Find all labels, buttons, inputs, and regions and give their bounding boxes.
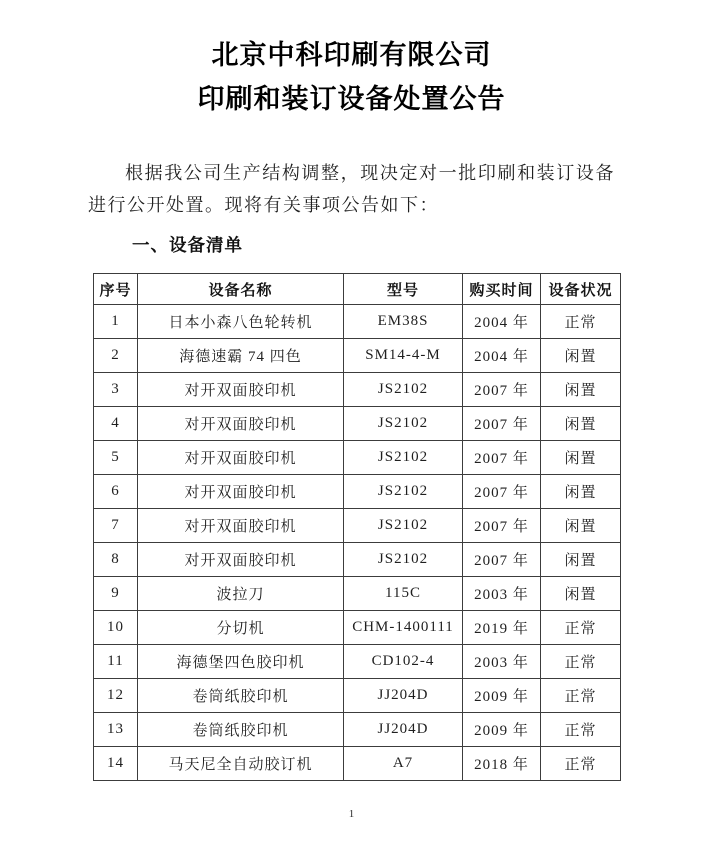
table-row <box>94 407 621 441</box>
cell-purchase-time: 2007 年 <box>463 373 541 407</box>
equipment-table-body <box>94 305 621 781</box>
cell-purchase-time: 2007 年 <box>463 407 541 441</box>
cell-index: 13 <box>94 713 138 747</box>
cell-device-name: 对开双面胶印机 <box>138 441 344 475</box>
table-row <box>94 305 621 339</box>
header-col-model: 型号 <box>344 274 463 305</box>
document-title <box>0 0 703 121</box>
cell-device-status: 闲置 <box>541 441 621 475</box>
cell-index: 7 <box>94 509 138 543</box>
table-row <box>94 577 621 611</box>
table-row <box>94 543 621 577</box>
cell-index: 8 <box>94 543 138 577</box>
header-col-device-status: 设备状况 <box>541 274 621 305</box>
table-row <box>94 713 621 747</box>
table-row <box>94 611 621 645</box>
cell-device-status: 闲置 <box>541 339 621 373</box>
table-row <box>94 679 621 713</box>
table-row <box>94 509 621 543</box>
cell-model: JS2102 <box>344 373 463 407</box>
cell-index: 3 <box>94 373 138 407</box>
cell-device-name: 日本小森八色轮转机 <box>138 305 344 339</box>
cell-purchase-time: 2007 年 <box>463 441 541 475</box>
cell-model: JS2102 <box>344 407 463 441</box>
cell-device-status: 正常 <box>541 611 621 645</box>
cell-device-status: 闲置 <box>541 407 621 441</box>
table-row <box>94 645 621 679</box>
cell-index: 12 <box>94 679 138 713</box>
cell-purchase-time: 2009 年 <box>463 713 541 747</box>
cell-device-status: 闲置 <box>541 373 621 407</box>
page-number: 1 <box>348 808 355 820</box>
cell-purchase-time: 2019 年 <box>463 611 541 645</box>
cell-device-status: 正常 <box>541 305 621 339</box>
cell-model: JS2102 <box>344 475 463 509</box>
cell-index: 6 <box>94 475 138 509</box>
cell-device-status: 闲置 <box>541 475 621 509</box>
equipment-table <box>93 273 621 781</box>
cell-model: JS2102 <box>344 441 463 475</box>
title-line-1: 北京中科印刷有限公司 <box>211 40 492 70</box>
cell-device-status: 闲置 <box>541 543 621 577</box>
cell-index: 14 <box>94 747 138 781</box>
cell-device-name: 对开双面胶印机 <box>138 373 344 407</box>
table-row <box>94 373 621 407</box>
cell-device-name: 对开双面胶印机 <box>138 543 344 577</box>
cell-device-name: 海德堡四色胶印机 <box>138 645 344 679</box>
header-col-index: 序号 <box>94 274 138 305</box>
cell-purchase-time: 2003 年 <box>463 645 541 679</box>
table-row <box>94 339 621 373</box>
cell-device-status: 正常 <box>541 679 621 713</box>
cell-device-name: 对开双面胶印机 <box>138 509 344 543</box>
cell-purchase-time: 2007 年 <box>463 475 541 509</box>
cell-purchase-time: 2004 年 <box>463 305 541 339</box>
cell-model: JS2102 <box>344 543 463 577</box>
cell-device-name: 分切机 <box>138 611 344 645</box>
cell-index: 9 <box>94 577 138 611</box>
cell-model: A7 <box>344 747 463 781</box>
cell-purchase-time: 2003 年 <box>463 577 541 611</box>
cell-purchase-time: 2018 年 <box>463 747 541 781</box>
cell-device-name: 波拉刀 <box>138 577 344 611</box>
intro-paragraph: 根据我公司生产结构调整，现决定对一批印刷和装订设备进行公开处置。现将有关事项公告如下： <box>88 163 615 215</box>
cell-model: CD102-4 <box>344 645 463 679</box>
cell-index: 4 <box>94 407 138 441</box>
cell-device-name: 对开双面胶印机 <box>138 407 344 441</box>
cell-index: 2 <box>94 339 138 373</box>
cell-index: 5 <box>94 441 138 475</box>
cell-device-status: 闲置 <box>541 577 621 611</box>
table-row <box>94 441 621 475</box>
header-col-device-name: 设备名称 <box>138 274 344 305</box>
header-col-purchase-time: 购买时间 <box>463 274 541 305</box>
cell-model: JS2102 <box>344 509 463 543</box>
cell-device-name: 卷筒纸胶印机 <box>138 713 344 747</box>
cell-model: 115C <box>344 577 463 611</box>
table-row <box>94 475 621 509</box>
cell-model: SM14-4-M <box>344 339 463 373</box>
cell-index: 1 <box>94 305 138 339</box>
cell-device-status: 正常 <box>541 645 621 679</box>
cell-model: EM38S <box>344 305 463 339</box>
cell-model: JJ204D <box>344 679 463 713</box>
cell-model: JJ204D <box>344 713 463 747</box>
cell-purchase-time: 2004 年 <box>463 339 541 373</box>
cell-purchase-time: 2007 年 <box>463 543 541 577</box>
section-heading: 一、设备清单 <box>132 235 243 255</box>
cell-device-name: 对开双面胶印机 <box>138 475 344 509</box>
table-row <box>94 747 621 781</box>
cell-device-name: 马天尼全自动胶订机 <box>138 747 344 781</box>
cell-device-status: 闲置 <box>541 509 621 543</box>
cell-device-name: 卷筒纸胶印机 <box>138 679 344 713</box>
table-header-row <box>94 274 621 305</box>
cell-model: CHM-1400111 <box>344 611 463 645</box>
cell-index: 10 <box>94 611 138 645</box>
cell-device-status: 正常 <box>541 713 621 747</box>
title-line-2: 印刷和装订设备处置公告 <box>197 84 506 114</box>
cell-purchase-time: 2009 年 <box>463 679 541 713</box>
cell-index: 11 <box>94 645 138 679</box>
cell-device-status: 正常 <box>541 747 621 781</box>
cell-purchase-time: 2007 年 <box>463 509 541 543</box>
cell-device-name: 海德速霸 74 四色 <box>138 339 344 373</box>
